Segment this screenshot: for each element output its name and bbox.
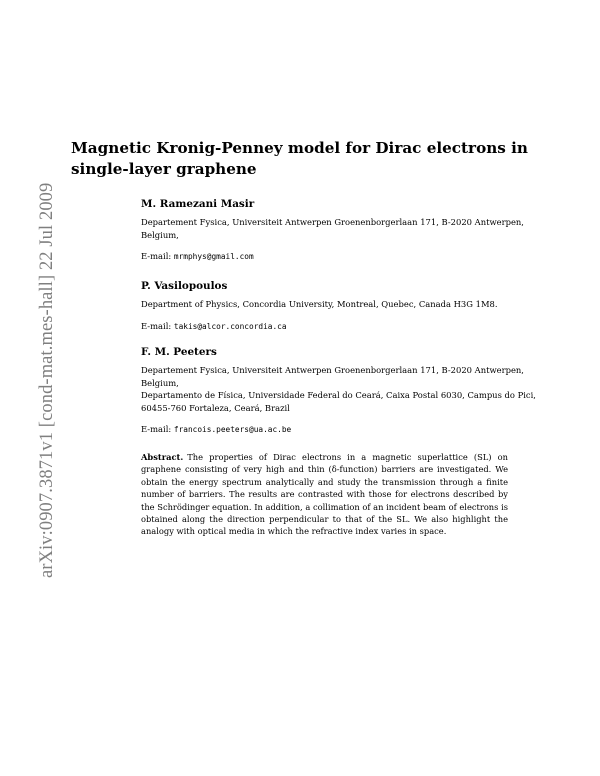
author-email[interactable]: francois.peeters@ua.ac.be bbox=[173, 425, 292, 435]
author-block-1 bbox=[141, 198, 541, 263]
abstract-heading: Abstract. bbox=[141, 452, 184, 462]
author-email-line bbox=[141, 250, 541, 263]
email-label: E-mail: bbox=[141, 424, 172, 435]
author-affiliation: Departement Fysica, Universiteit Antwerpen Groenenborgerlaan 171, B-2020 Antwerpen, Belgium, bbox=[141, 365, 524, 388]
author-name: M. Ramezani Masir bbox=[141, 198, 255, 210]
author-block-2 bbox=[141, 280, 541, 333]
author-email-line bbox=[141, 423, 541, 436]
email-label: E-mail: bbox=[141, 251, 172, 262]
author-block-3 bbox=[141, 346, 541, 436]
author-name: F. M. Peeters bbox=[141, 346, 217, 358]
author-affiliation: Departement Fysica, Universiteit Antwerpen Groenenborgerlaan 171, B-2020 Antwerpen, Belgium, bbox=[141, 217, 524, 240]
author-affiliation: Departamento de Física, Universidade Federal do Ceará, Caixa Postal 6030, Campus do Pici, 60455-760 Fortaleza, Ceará, Brazil bbox=[141, 390, 536, 413]
author-email-line bbox=[141, 320, 541, 333]
author-email[interactable]: mrmphys@gmail.com bbox=[173, 252, 254, 262]
author-name: P. Vasilopoulos bbox=[141, 280, 228, 292]
arxiv-identifier: arXiv:0907.3871v1 [cond-mat.mes-hall] 22 Jul 2009 bbox=[37, 182, 57, 578]
author-email[interactable]: takis@alcor.concordia.ca bbox=[173, 321, 287, 331]
author-affiliation: Department of Physics, Concordia University, Montreal, Quebec, Canada H3G 1M8. bbox=[141, 299, 498, 309]
abstract-text: The properties of Dirac electrons in a magnetic superlattice (SL) on graphene consisting of very high and thin (δ-function) barriers are investigated. We obtain the energy spectrum analytically and study the transmission through a finite number of barriers. The results are contrasted with those for electrons described by the Schrödinger equation. In addition, a collimation of an incident beam of electrons is obtained along the direction perpendicular to that of the SL. We also highlight the analogy with optical media in which the refractive index varies in space. bbox=[141, 452, 508, 537]
abstract bbox=[141, 451, 508, 538]
email-label: E-mail: bbox=[141, 320, 172, 331]
paper-title: Magnetic Kronig-Penney model for Dirac electrons in single-layer graphene bbox=[71, 139, 528, 178]
